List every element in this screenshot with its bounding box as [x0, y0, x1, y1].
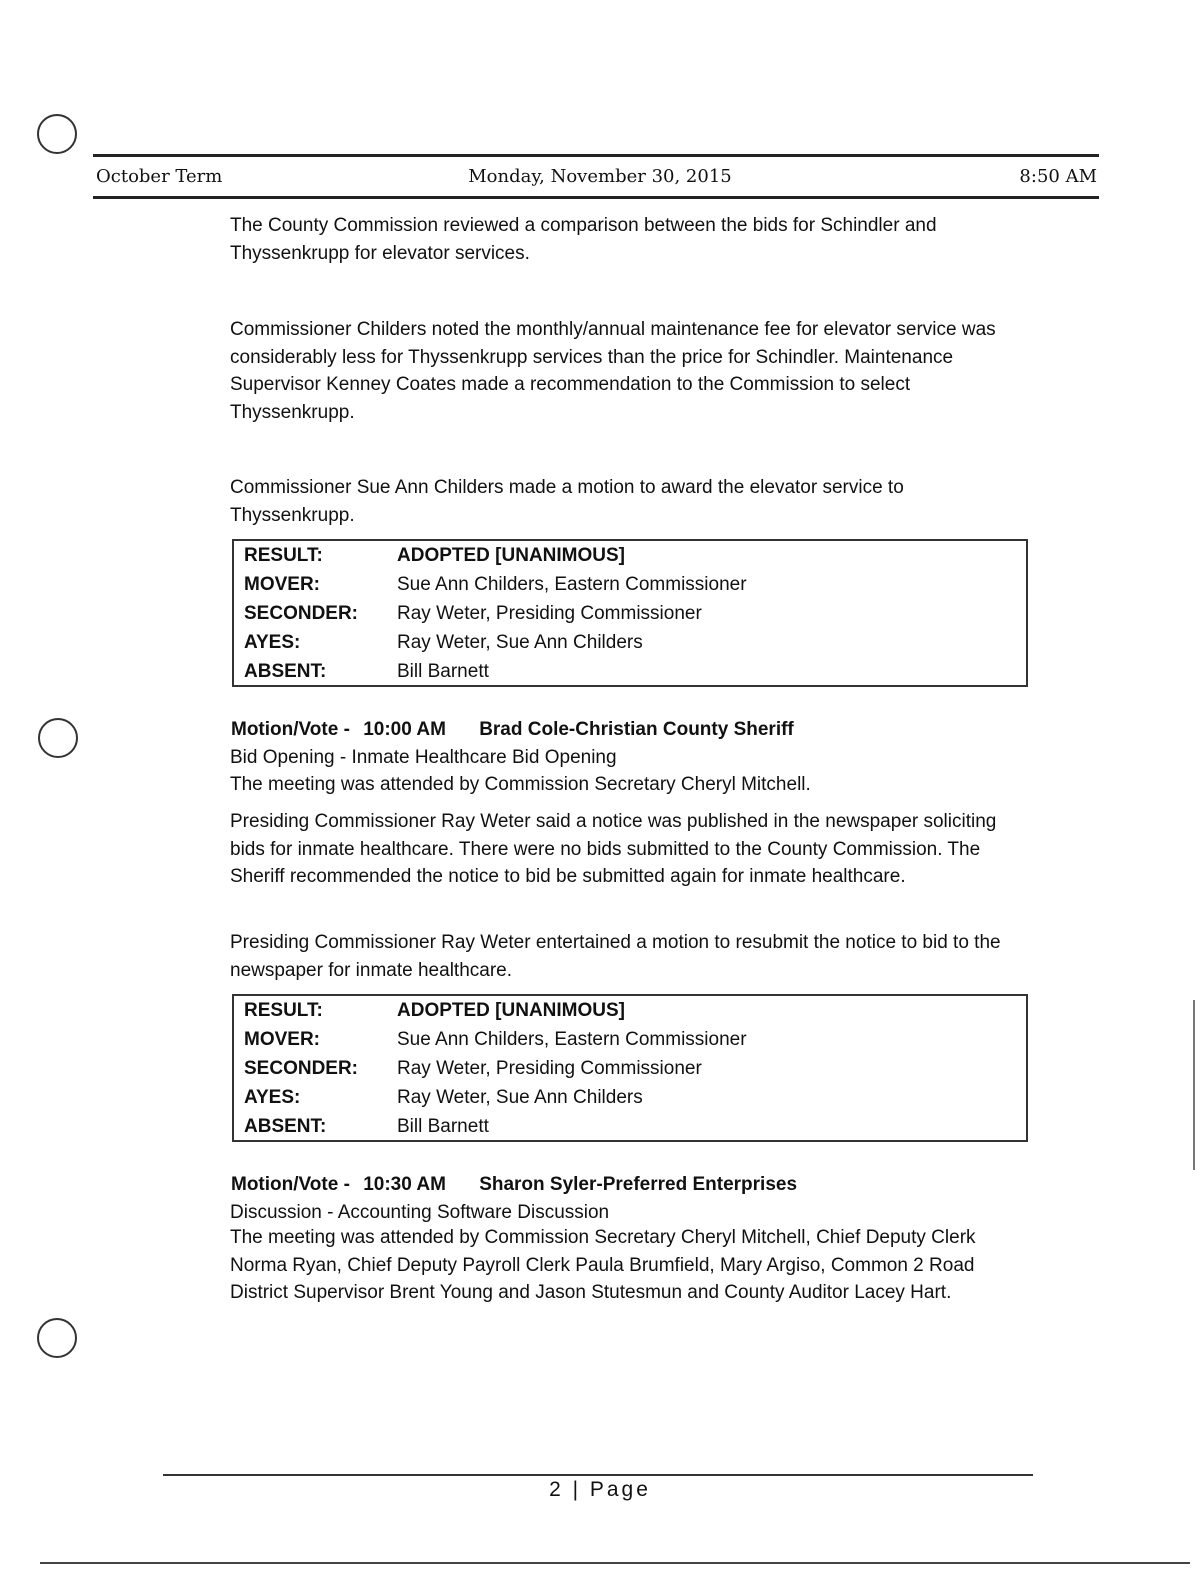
agenda-presenter: Brad Cole-Christian County Sheriff	[479, 719, 794, 740]
motion-vote-label: Motion/Vote -	[231, 719, 350, 740]
vote-row-result	[234, 541, 1026, 570]
result-value: ADOPTED [UNANIMOUS]	[397, 1000, 625, 1021]
scan-edge-bottom	[40, 1562, 1190, 1564]
agenda-heading-sheriff	[231, 716, 794, 743]
mover-label: MOVER:	[244, 574, 320, 595]
attendance-note-sheriff: The meeting was attended by Commission Secretary Cheryl Mitchell.	[230, 774, 811, 795]
punch-hole-middle	[38, 718, 78, 758]
absent-value: Bill Barnett	[397, 1116, 489, 1137]
agenda-time: 10:30 AM	[363, 1174, 446, 1195]
mover-value: Sue Ann Childers, Eastern Commissioner	[397, 574, 747, 595]
header-rule-top	[93, 154, 1099, 157]
vote-row-seconder	[234, 1054, 1026, 1083]
vote-row-absent	[234, 657, 1026, 686]
paragraph-bid-comparison: The County Commission reviewed a comparison between the bids for Schindler and Thyssenkrupp for elevator services.	[230, 215, 937, 264]
absent-value: Bill Barnett	[397, 661, 489, 682]
motion-vote-label: Motion/Vote -	[231, 1174, 350, 1195]
footer-rule	[163, 1474, 1033, 1476]
punch-hole-bottom	[37, 1318, 77, 1358]
header-rule-bottom	[93, 196, 1099, 199]
paragraph-childers-note: Commissioner Childers noted the monthly/annual maintenance fee for elevator service was considerably less for Thyssenkrupp services than the price for Schindler. Maintenance Supervisor Kenney Coates made a recommendation to the Commission to select Thyssenkrupp.	[230, 319, 996, 423]
header-term: October Term	[96, 166, 223, 187]
paragraph-resubmit-motion: Presiding Commissioner Ray Weter entertained a motion to resubmit the notice to bid to the newspaper for inmate healthcare.	[230, 932, 1001, 981]
vote-row-result	[234, 996, 1026, 1025]
seconder-value: Ray Weter, Presiding Commissioner	[397, 603, 702, 624]
paragraph-notice-published: Presiding Commissioner Ray Weter said a notice was published in the newspaper soliciting bids for inmate healthcare. There were no bids submitted to the County Commission. The Sheriff recommended the notice to bid be submitted again for inmate healthcare.	[230, 811, 997, 887]
header-date: Monday, November 30, 2015	[468, 166, 732, 187]
vote-row-mover	[234, 570, 1026, 599]
vote-row-ayes	[234, 628, 1026, 657]
ayes-label: AYES:	[244, 1087, 301, 1108]
header-time: 8:50 AM	[1019, 166, 1097, 187]
result-label: RESULT:	[244, 545, 323, 566]
agenda-presenter: Sharon Syler-Preferred Enterprises	[479, 1174, 798, 1195]
ayes-label: AYES:	[244, 632, 301, 653]
paragraph-motion-award: Commissioner Sue Ann Childers made a motion to award the elevator service to Thyssenkrupp.	[230, 477, 904, 526]
ayes-value: Ray Weter, Sue Ann Childers	[397, 632, 643, 653]
vote-row-mover	[234, 1025, 1026, 1054]
punch-hole-top	[37, 114, 77, 154]
vote-row-absent	[234, 1112, 1026, 1141]
agenda-subtitle-accounting: Discussion - Accounting Software Discussion	[230, 1202, 610, 1223]
result-label: RESULT:	[244, 1000, 323, 1021]
result-value: ADOPTED [UNANIMOUS]	[397, 545, 625, 566]
vote-result-table-1	[232, 539, 1028, 687]
mover-label: MOVER:	[244, 1029, 320, 1050]
scan-edge-right	[1193, 1000, 1195, 1170]
vote-result-table-2	[232, 994, 1028, 1142]
ayes-value: Ray Weter, Sue Ann Childers	[397, 1087, 643, 1108]
mover-value: Sue Ann Childers, Eastern Commissioner	[397, 1029, 747, 1050]
seconder-label: SECONDER:	[244, 1058, 359, 1079]
agenda-time: 10:00 AM	[363, 719, 446, 740]
absent-label: ABSENT:	[244, 1116, 327, 1137]
seconder-label: SECONDER:	[244, 603, 359, 624]
vote-row-ayes	[234, 1083, 1026, 1112]
vote-row-seconder	[234, 599, 1026, 628]
attendance-note-accounting: The meeting was attended by Commission Secretary Cheryl Mitchell, Chief Deputy Clerk Norma Ryan, Chief Deputy Payroll Clerk Paula Brumfield, Mary Argiso, Common 2 Road District Supervisor Brent Young and Jason Stutesmun and County Auditor Lacey Hart.	[230, 1227, 976, 1303]
seconder-value: Ray Weter, Presiding Commissioner	[397, 1058, 702, 1079]
page-number: 2 | Page	[549, 1478, 651, 1501]
absent-label: ABSENT:	[244, 661, 327, 682]
agenda-heading-preferred-enterprises	[231, 1171, 797, 1198]
agenda-subtitle-bid-opening: Bid Opening - Inmate Healthcare Bid Opening	[230, 747, 617, 768]
